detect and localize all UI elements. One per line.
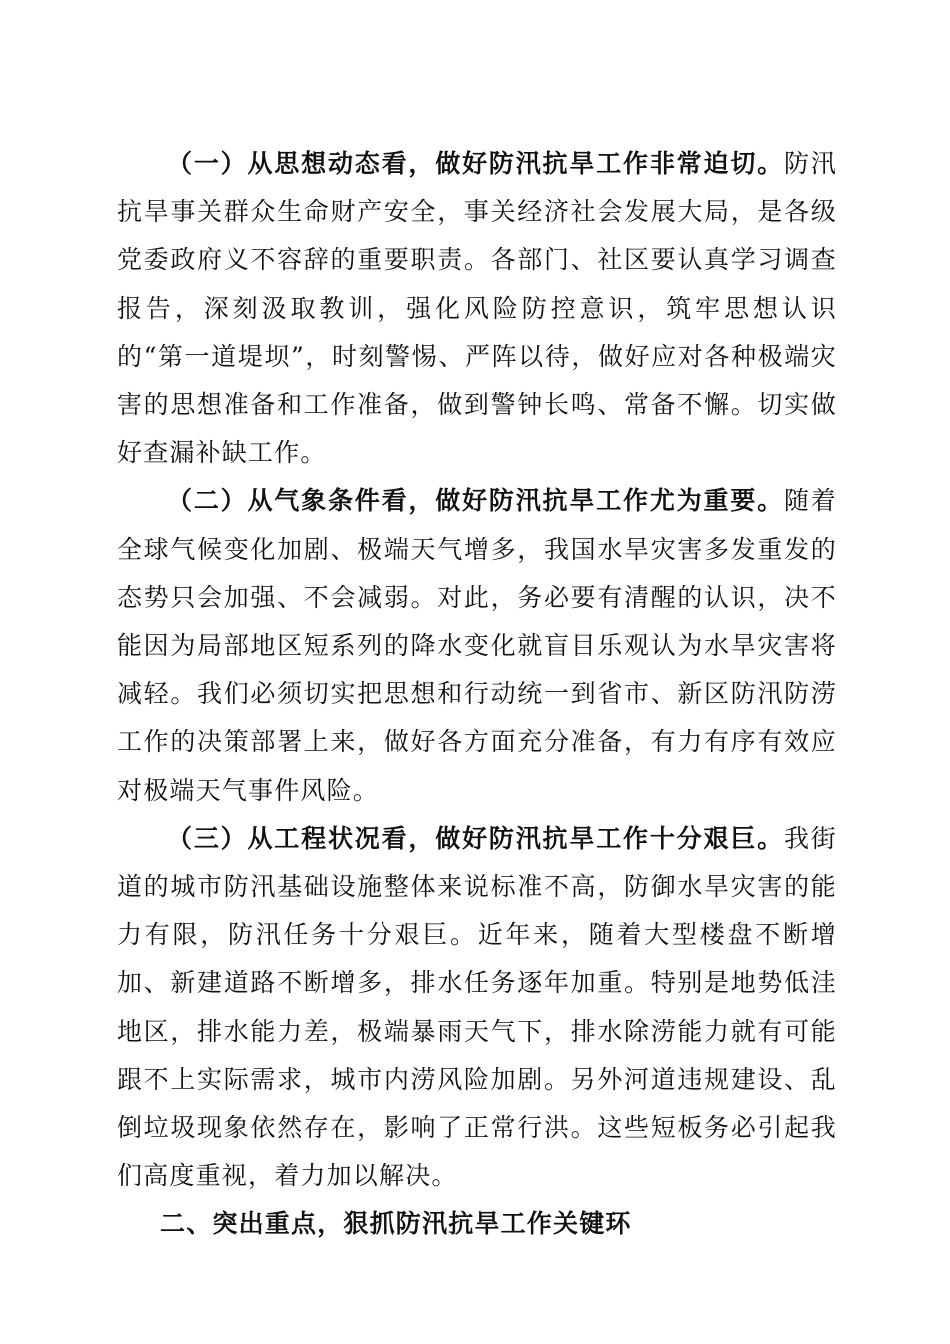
paragraph-lead: （三）从工程状况看，做好防汛抗旱工作十分艰巨。 [167,823,784,853]
document-body [117,140,837,1249]
paragraph-ideological [117,140,837,477]
paragraph-meteorological [117,477,837,814]
paragraph-text: 防汛抗旱事关群众生命财产安全，事关经济社会发展大局，是各级党委政府义不容辞的重要职责。各部门、社区要认真学习调查报告，深刻汲取教训，强化风险防控意识，筑牢思想认识的“第一道堤坝”，时刻警惕、严阵以待，做好应对各种极端灾害的思想准备和工作准备，做到警钟长鸣、常备不懈。切实做好查漏补缺工作。 [117,149,837,468]
paragraph-text: 我街道的城市防汛基础设施整体来说标准不高，防御水旱灾害的能力有限，防汛任务十分艰巨。近年来，随着大型楼盘不断增加、新建道路不断增多，排水任务逐年加重。特别是地势低洼地区，排水能力差，极端暴雨天气下，排水除涝能力就有可能跟不上实际需求，城市内涝风险加剧。另外河道违规建设、乱倒垃圾现象依然存在，影响了正常行洪。这些短板务必引起我们高度重视，着力加以解决。 [117,823,837,1191]
paragraph-lead: （二）从气象条件看，做好防汛抗旱工作尤为重要。 [167,486,784,516]
paragraph-engineering [117,815,837,1201]
section-heading: 二、突出重点，狠抓防汛抗旱工作关键环 [160,1209,632,1239]
paragraph-text: 随着全球气候变化加剧、极端天气增多，我国水旱灾害多发重发的态势只会加强、不会减弱。对此，务必要有清醒的认识，决不能因为局部地区短系列的降水变化就盲目乐观认为水旱灾害将减轻。我们必须切实把思想和行动统一到省市、新区防汛防涝工作的决策部署上来，做好各方面充分准备，有力有序有效应对极端天气事件风险。 [117,486,837,805]
paragraph-lead: （一）从思想动态看，做好防汛抗旱工作非常迫切。 [167,149,784,178]
